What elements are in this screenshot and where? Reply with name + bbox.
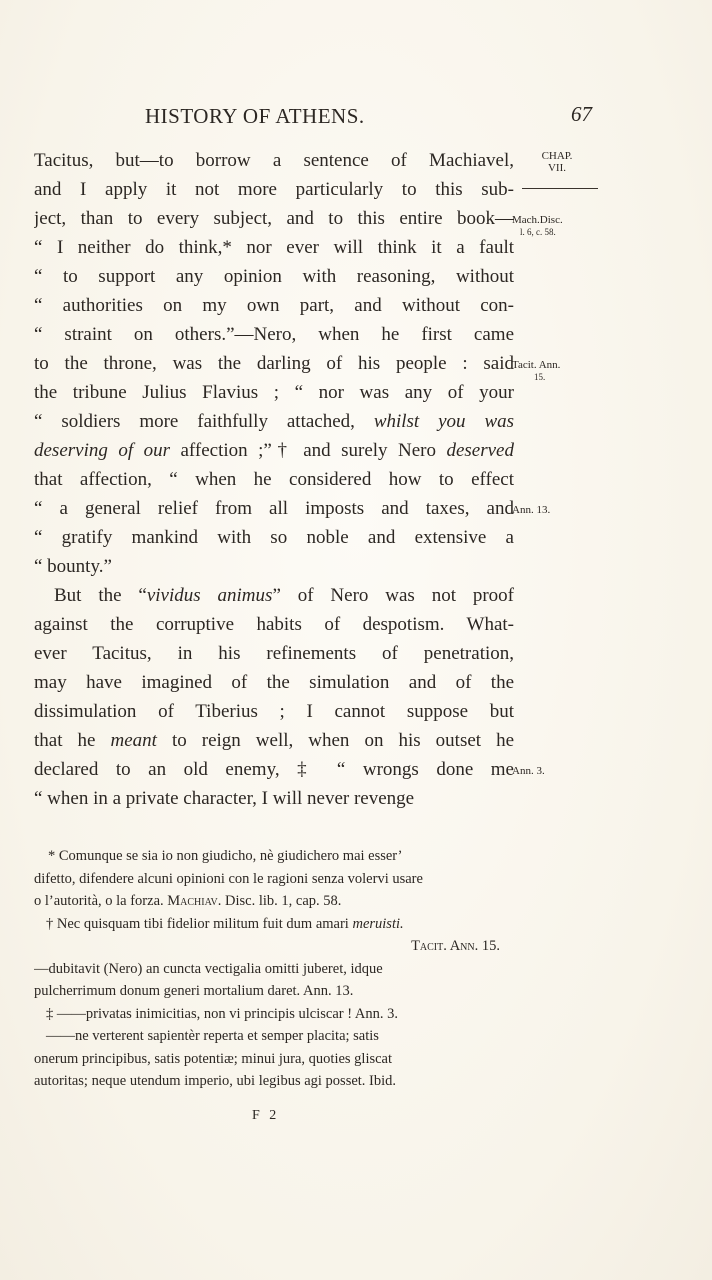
- main-text: [34, 146, 514, 813]
- text-segment: But the “: [54, 585, 147, 606]
- page-header: [0, 104, 712, 132]
- chapter-word: CHAP.: [541, 150, 573, 162]
- italic-segment: meant: [110, 730, 157, 751]
- text-line: [34, 726, 514, 755]
- text-segment: o l’autorità, o la forza.: [34, 893, 168, 909]
- text-segment: Disc. lib. 1, cap. 58.: [221, 893, 342, 909]
- chapter-rule: [522, 188, 598, 189]
- italic-segment: deserving of our: [34, 440, 170, 461]
- text-line: “ gratify mankind with so noble and extensive a: [34, 527, 514, 548]
- footnote-line: ‡ ——privatas inimicitias, non vi principis ulciscar ! Ann. 3.: [46, 1005, 398, 1022]
- footnote-line: [34, 913, 504, 936]
- italic-segment: whilst you was: [373, 411, 514, 432]
- chapter-label: [512, 150, 602, 174]
- margin-note-ann3: Ann. 3.: [512, 765, 545, 777]
- footnote-line: —dubitavit (Nero) an cuncta vectigalia omitti juberet, idque: [34, 960, 383, 977]
- margin-note-mach: [512, 214, 602, 238]
- italic-segment: deserved: [446, 440, 514, 461]
- margin-ref-detail: 15.: [534, 372, 546, 382]
- margin-ref-detail: l. 6, c. 58.: [520, 227, 556, 237]
- text-line: may have imagined of the simulation and of the: [34, 672, 514, 693]
- footnote-line: autoritas; neque utendum imperio, ubi legibus agi posset. Ibid.: [34, 1073, 397, 1089]
- footnote-citation: Tacit. Ann. 15.: [411, 938, 500, 954]
- text-line: “ a general relief from all imposts and taxes, and: [34, 498, 514, 519]
- text-segment: ” of Nero was not proof: [272, 585, 514, 606]
- text-line: that affection, “ when he considered how to effect: [34, 469, 514, 490]
- text-segment: affection ;”† and surely Nero: [169, 440, 447, 461]
- text-line: “ straint on others.”—Nero, when he first came: [34, 324, 514, 345]
- margin-note-tacit: [512, 359, 602, 383]
- text-line: [34, 581, 514, 610]
- chapter-number: VII.: [547, 162, 567, 174]
- footnote-line: pulcherrimum donum generi mortalium daret. Ann. 13.: [34, 983, 354, 999]
- text-segment: to reign well, when on his outset he: [156, 730, 514, 751]
- margin-ref: Mach.Disc.: [512, 214, 563, 226]
- text-line: “ when in a private character, I will never revenge: [34, 788, 415, 809]
- margin-note-ann13: Ann. 13.: [512, 504, 551, 516]
- text-segment: “ soldiers more faithfully attached,: [34, 411, 355, 432]
- text-line: [34, 407, 514, 436]
- footnote-line: difetto, difendere alcuni opinioni con le ragioni senza volervi usare: [34, 870, 423, 887]
- author-name: Machiav.: [167, 893, 222, 909]
- text-line: the tribune Julius Flavius ; “ nor was any of your: [34, 382, 514, 403]
- text-segment: that he: [34, 730, 96, 751]
- footnote-line: onerum principibus, satis potentiæ; minui jura, quoties gliscat: [34, 1050, 393, 1067]
- text-line: Tacitus, but—to borrow a sentence of Machiavel,: [34, 150, 514, 171]
- text-line: [34, 436, 514, 465]
- footnote-line: [34, 890, 504, 913]
- italic-segment: meruisti.: [352, 915, 404, 932]
- page-number: 67: [571, 102, 592, 126]
- margin-ref: Tacit. Ann.: [512, 359, 561, 371]
- signature-mark: F 2: [252, 1108, 280, 1123]
- text-line: and I apply it not more particularly to this sub-: [34, 179, 514, 200]
- text-line: declared to an old enemy, ‡ “ wrongs done me: [34, 759, 514, 780]
- text-line: “ bounty.”: [34, 556, 112, 577]
- italic-segment: vividus animus: [146, 585, 273, 606]
- footnote-line: * Comunque se sia io non giudicho, nè giudichero mai esser’: [48, 848, 403, 864]
- text-line: against the corruptive habits of despotism. What-: [34, 614, 514, 635]
- text-line: dissimulation of Tiberius ; I cannot suppose but: [34, 701, 514, 722]
- text-line: ject, than to every subject, and to this entire book—: [34, 208, 514, 229]
- running-head: HISTORY OF ATHENS.: [145, 104, 365, 128]
- text-line: “ authorities on my own part, and without con-: [34, 295, 514, 316]
- text-line: to the throne, was the darling of his people : said: [34, 353, 514, 374]
- text-line: “ to support any opinion with reasoning, without: [34, 266, 514, 287]
- footnotes: [34, 845, 504, 1093]
- text-segment: † Nec quisquam tibi fidelior militum fuit dum amari: [46, 915, 353, 932]
- text-line: ever Tacitus, in his refinements of penetration,: [34, 643, 514, 664]
- text-line: “ I neither do think,* nor ever will think it a fault: [34, 237, 514, 258]
- footnote-line: ——ne verterent sapientèr reperta et semper placita; satis: [46, 1028, 379, 1044]
